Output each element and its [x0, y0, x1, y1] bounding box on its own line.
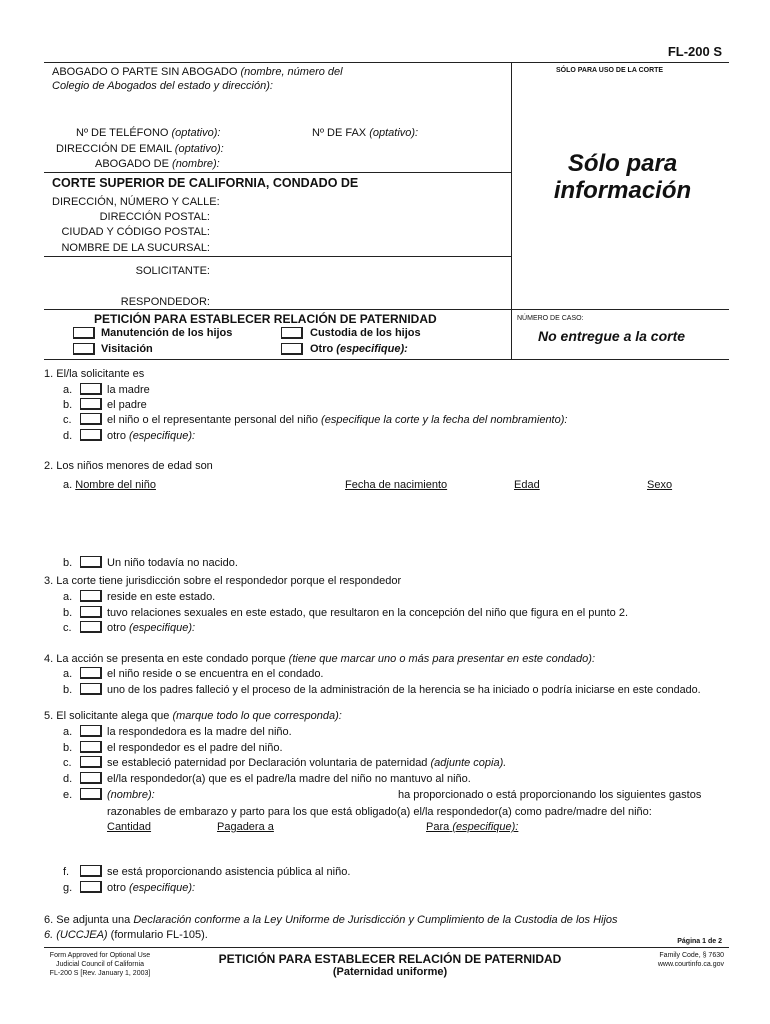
other-label-hint: (especifique): — [336, 343, 408, 355]
phone-label: Nº DE TELÉFONO — [76, 127, 169, 139]
item-1b-checkbox[interactable] — [80, 398, 102, 410]
support-label: Manutención de los hijos — [101, 327, 233, 339]
mailing-label[interactable]: DIRECCIÓN POSTAL: — [99, 211, 210, 223]
item-1a-label: la madre — [107, 384, 150, 396]
item-6-hint: Declaración conforme a la Ley Uniforme de Jurisdicción y Cumplimiento de la Custodia de los Hijos — [133, 914, 618, 926]
item-5b-checkbox[interactable] — [80, 741, 102, 753]
attorney-title-line — [52, 66, 343, 78]
attorney-for-label: ABOGADO DE — [95, 158, 169, 170]
item-2 — [44, 460, 213, 472]
item-5a-checkbox[interactable] — [80, 725, 102, 737]
footer-approval — [44, 951, 156, 978]
item-2-text: Los niños menores de edad son — [56, 460, 213, 472]
item-6-text-2: (formulario FL-105). — [110, 929, 208, 941]
col-for — [426, 821, 518, 833]
item-3a-label: reside en este estado. — [107, 591, 216, 603]
item-5e-checkbox[interactable] — [80, 788, 102, 800]
item-1d-hint: (especifique): — [129, 430, 196, 442]
phone-field[interactable] — [76, 127, 220, 139]
item-4b-label: uno de los padres falleció y el proceso de la administración de la herencia se ha iniciado o podría iniciarse en este condado. — [107, 684, 701, 696]
item-5c-checkbox[interactable] — [80, 756, 102, 768]
item-5-text: El solicitante alega que — [56, 710, 170, 722]
parties-rule — [44, 256, 511, 257]
col-sex: Sexo — [647, 479, 673, 491]
item-4a-checkbox[interactable] — [80, 667, 102, 679]
item-3c-checkbox[interactable] — [80, 621, 102, 633]
item-3c-label — [107, 622, 195, 634]
item-4-text: La acción se presenta en este condado porque — [56, 653, 286, 665]
item-5-number: 5. — [44, 710, 54, 722]
item-5f-label: se está proporcionando asistencia pública al niño. — [107, 866, 351, 878]
court-use-label: SÓLO PARA USO DE LA CORTE — [556, 67, 664, 74]
fax-opt: (optativo): — [369, 127, 419, 139]
other-checkbox[interactable] — [281, 343, 303, 355]
item-1c-hint: (especifique la corte y la fecha del nombramiento): — [321, 414, 568, 426]
item-1b-letter: b. — [63, 399, 73, 411]
item-2b-letter: b. — [63, 557, 73, 569]
item-3-number: 3. — [44, 575, 54, 587]
item-2b-label: Un niño todavía no nacido. — [107, 557, 238, 569]
col-child-name: Nombre del niño — [75, 479, 156, 491]
petitioner-label[interactable]: SOLICITANTE: — [135, 265, 210, 277]
respondent-label[interactable]: RESPONDEDOR: — [120, 296, 210, 308]
footer-approved-1: Form Approved for Optional Use — [49, 952, 151, 959]
other-label — [310, 343, 408, 355]
item-6-line-2 — [44, 929, 208, 941]
header-top-rule — [44, 62, 729, 63]
item-6-hint-2: (UCCJEA) — [56, 929, 108, 941]
item-3a-letter: a. — [63, 591, 73, 603]
item-1d-checkbox[interactable] — [80, 429, 102, 441]
item-5g-text: otro — [107, 882, 126, 894]
col-for-hint: (especifique): — [452, 821, 519, 833]
item-1c-label — [107, 414, 567, 426]
item-5-hint: (marque todo lo que corresponda): — [172, 710, 342, 722]
item-1a-letter: a. — [63, 384, 73, 396]
item-2-number: 2. — [44, 460, 54, 472]
item-5c-letter: c. — [63, 757, 72, 769]
petition-title: PETICIÓN PARA ESTABLECER RELACIÓN DE PATERNIDAD — [94, 312, 437, 326]
street-label[interactable]: DIRECCIÓN, NÚMERO Y CALLE: — [52, 196, 220, 208]
item-1-text: El/la solicitante es — [56, 368, 145, 380]
footer-approved-3: FL-200 S [Rev. January 1, 2003] — [49, 970, 151, 977]
item-4-hint: (tiene que marcar uno o más para presentar en este condado): — [288, 653, 596, 665]
item-1d-letter: d. — [63, 430, 73, 442]
item-5a-letter: a. — [63, 726, 73, 738]
item-3c-hint: (especifique): — [129, 622, 196, 634]
item-4a-label: el niño reside o se encuentra en el condado. — [107, 668, 324, 680]
item-1 — [44, 368, 144, 380]
item-5e-hint: (nombre): — [107, 789, 155, 801]
item-5g-letter: g. — [63, 882, 73, 894]
item-3c-text: otro — [107, 622, 126, 634]
item-4a-letter: a. — [63, 668, 73, 680]
col-amount: Cantidad — [107, 821, 152, 833]
item-3a-checkbox[interactable] — [80, 590, 102, 602]
item-1c-checkbox[interactable] — [80, 413, 102, 425]
item-5e-text-2: razonables de embarazo y parto para los que está obligado(a) el/la respondedor(a) como padre/madre del niño: — [107, 806, 652, 818]
item-1b-label: el padre — [107, 399, 147, 411]
item-3-text: La corte tiene jurisdicción sobre el respondedor porque el respondedor — [56, 575, 402, 587]
footer-subtitle: (Paternidad uniforme) — [332, 966, 448, 978]
item-5g-label — [107, 882, 195, 894]
col-payable: Pagadera a — [217, 821, 274, 833]
item-4b-letter: b. — [63, 684, 73, 696]
email-opt: (optativo): — [174, 143, 224, 155]
item-5d-checkbox[interactable] — [80, 772, 102, 784]
item-2a-letter: a. — [63, 479, 73, 491]
footer-rule — [44, 947, 729, 948]
other-label-text: Otro — [310, 343, 334, 355]
item-5f-checkbox[interactable] — [80, 865, 102, 877]
item-5c-hint: (adjunte copia). — [430, 757, 507, 769]
item-5g-hint: (especifique): — [129, 882, 196, 894]
custody-label: Custodia de los hijos — [310, 327, 421, 339]
fax-field[interactable] — [312, 127, 418, 139]
support-checkbox[interactable] — [73, 327, 95, 339]
info-stamp — [515, 150, 730, 204]
item-1d-text: otro — [107, 430, 126, 442]
item-6-number-2: 6. — [44, 929, 54, 941]
item-6 — [44, 914, 618, 926]
item-5a-label: la respondedora es la madre del niño. — [107, 726, 292, 738]
visitation-checkbox[interactable] — [73, 343, 95, 355]
footer-approved-2: Judicial Council of California — [56, 961, 144, 968]
col-dob: Fecha de nacimiento — [345, 479, 448, 491]
city-zip-label[interactable]: CIUDAD Y CÓDIGO POSTAL: — [61, 226, 210, 238]
custody-checkbox[interactable] — [281, 327, 303, 339]
phone-opt: (optativo): — [171, 127, 221, 139]
item-3 — [44, 575, 401, 587]
item-1d-label — [107, 430, 195, 442]
court-title: CORTE SUPERIOR DE CALIFORNIA, CONDADO DE — [52, 176, 359, 190]
item-5b-letter: b. — [63, 742, 73, 754]
attorney-hint-2: Colegio de Abogados del estado y dirección): — [52, 80, 273, 92]
attorney-title: ABOGADO O PARTE SIN ABOGADO — [52, 66, 238, 78]
item-3c-letter: c. — [63, 622, 72, 634]
item-5e-letter: e. — [63, 789, 73, 801]
page-number: Página 1 de 2 — [677, 938, 722, 945]
item-5g-checkbox[interactable] — [80, 881, 102, 893]
item-5f-letter: f. — [63, 866, 70, 878]
attorney-for-field[interactable] — [95, 158, 220, 170]
footer-site[interactable]: www.courtinfo.ca.gov — [657, 961, 724, 968]
item-5e-text: ha proporcionado o está proporcionando los siguientes gastos — [398, 789, 702, 801]
item-6-text: Se adjunta una — [56, 914, 131, 926]
item-5b-label: el respondedor es el padre del niño. — [107, 742, 283, 754]
item-3b-letter: b. — [63, 607, 73, 619]
item-5d-label: el/la respondedor(a) que es el padre/la madre del niño no mantuvo al niño. — [107, 773, 471, 785]
info-stamp-line-1: Sólo para — [567, 150, 678, 177]
item-3b-label: tuvo relaciones sexuales en este estado, que resultaron en la concepción del niño que figura en el punto 2. — [107, 607, 629, 619]
court-rule — [44, 172, 511, 173]
item-5 — [44, 710, 342, 722]
email-field[interactable] — [56, 143, 224, 155]
item-5d-letter: d. — [63, 773, 73, 785]
case-number-label: NÚMERO DE CASO: — [517, 315, 584, 322]
item-5c-text: se estableció paternidad por Declaración voluntaria de paternidad — [107, 757, 428, 769]
item-1-number: 1. — [44, 368, 54, 380]
fax-label: Nº DE FAX — [312, 127, 367, 139]
branch-label[interactable]: NOMBRE DE LA SUCURSAL: — [61, 242, 210, 254]
petition-rule — [44, 309, 729, 310]
form-id: FL-200 S — [667, 44, 722, 59]
no-file-notice: No entregue a la corte — [538, 328, 686, 344]
item-4b-checkbox[interactable] — [80, 683, 102, 695]
col-for-text: Para — [426, 821, 450, 833]
item-6-number: 6. — [44, 914, 54, 926]
item-1a-checkbox[interactable] — [80, 383, 102, 395]
attorney-hint: (nombre, número del — [240, 66, 343, 78]
col-age: Edad — [514, 479, 540, 491]
item-1c-letter: c. — [63, 414, 72, 426]
attorney-for-hint: (nombre): — [172, 158, 220, 170]
item-1c-text: el niño o el representante personal del niño — [107, 414, 318, 426]
item-2a-header — [63, 479, 156, 491]
email-label: DIRECCIÓN DE EMAIL — [56, 143, 172, 155]
info-stamp-line-2: información — [553, 177, 692, 204]
footer-code — [620, 951, 724, 969]
footer-code-text: Family Code, § 7630 — [659, 952, 724, 959]
item-2b-checkbox[interactable] — [80, 556, 102, 568]
item-3b-checkbox[interactable] — [80, 606, 102, 618]
item-4-number: 4. — [44, 653, 54, 665]
item-5c-label — [107, 757, 506, 769]
visitation-label: Visitación — [101, 343, 153, 355]
header-divider — [511, 62, 512, 359]
footer-title: PETICIÓN PARA ESTABLECER RELACIÓN DE PATERNIDAD — [218, 952, 562, 966]
item-4 — [44, 653, 595, 665]
header-bottom-rule — [44, 359, 729, 360]
